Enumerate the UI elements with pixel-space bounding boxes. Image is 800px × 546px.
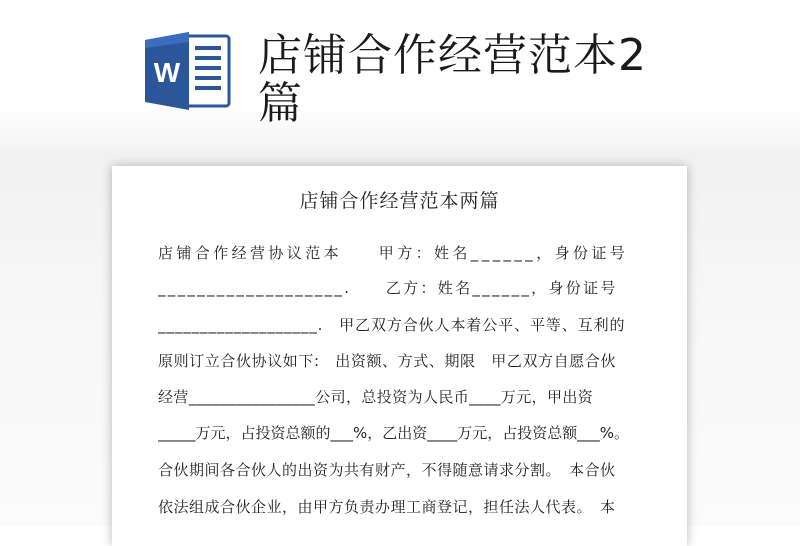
body-line: 依法组成合伙企业，由甲方负责办理工商登记，担任法人代表。 本	[158, 498, 616, 516]
word-icon-letter: W	[153, 57, 181, 88]
body-line: ___________________. 乙方：姓名______，身份证号	[158, 279, 618, 297]
body-line: ___________________. 甲乙双方合伙人本着公平、平等、互利的	[158, 316, 626, 334]
body-line: 合伙期间各合伙人的出资为共有财产，不得随意请求分割。 本合伙	[158, 461, 616, 479]
document-page	[112, 166, 687, 546]
body-line: 店铺合作经营协议范本 甲方：姓名______，身份证号	[158, 244, 629, 262]
body-line: 经营________________公司，总投资为人民币____万元，甲出资	[158, 388, 594, 406]
body-line: 原则订立合伙协议如下: 出资额、方式、期限 甲乙双方自愿合伙	[158, 352, 617, 370]
document-title: 店铺合作经营范本2篇	[258, 30, 647, 129]
body-line: _____万元，占投资总额的___%，乙出资____万元，占投资总额___%。	[158, 424, 630, 442]
page-heading: 店铺合作经营范本两篇	[299, 190, 500, 212]
word-document-icon	[143, 30, 231, 112]
